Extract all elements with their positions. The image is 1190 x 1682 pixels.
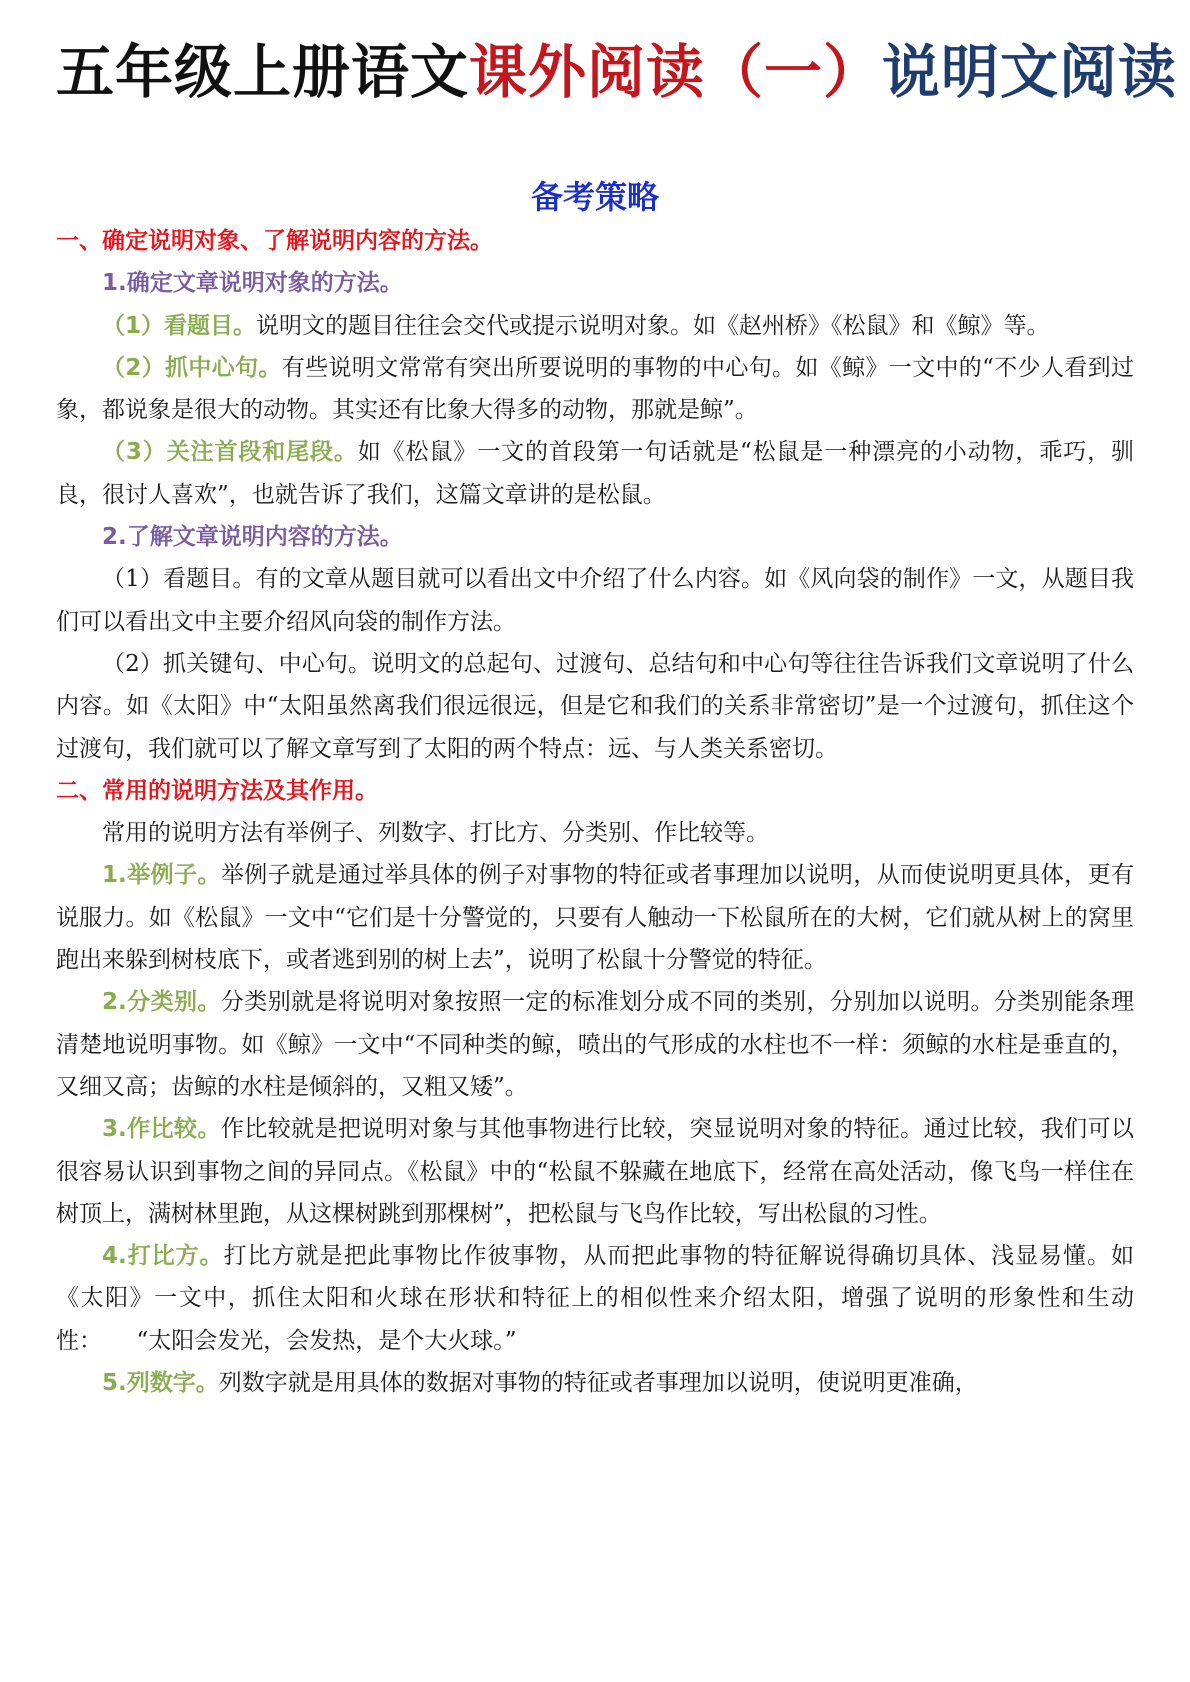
paragraph-text: 列数字就是用具体的数据对事物的特征或者事理加以说明，使说明更准确， [218, 1370, 978, 1397]
paragraph [56, 347, 1134, 432]
page-subtitle: 备考策略 [530, 178, 659, 216]
paragraph [56, 1362, 1134, 1404]
paragraph: （2）抓关键句、中心句。说明文的总起句、过渡句、总结句和中心句等往往告诉我们文章说明了什么内容。如《太阳》中“太阳虽然离我们很远很远，但是它和我们的关系非常密切”是一个过渡句，抓住这个过渡句，我们就可以了解文章写到了太阳的两个特点：远、与人类关系密切。 [56, 650, 1134, 762]
paragraph-lead: 5.列数字。 [102, 1370, 219, 1397]
paragraph [56, 305, 1134, 347]
paragraph-text: 作比较就是把说明对象与其他事物进行比较，突显说明对象的特征。通过比较，我们可以很容易认识到事物之间的异同点。《松鼠》中的“松鼠不躲藏在地底下，经常在高处活动，像飞鸟一样住在树顶上，满树林里跑，从这棵树跳到那棵树”，把松鼠与飞鸟作比较，写出松鼠的习性。 [56, 1116, 1135, 1227]
paragraph [56, 981, 1134, 1108]
paragraph-lead: 3.作比较。 [102, 1116, 221, 1143]
section2-heading: 二、常用的说明方法及其作用。 [56, 777, 378, 804]
paragraph: （1）看题目。有的文章从题目就可以看出文中介绍了什么内容。如《风向袋的制作》一文，从题目我们可以看出文中主要介绍风向袋的制作方法。 [56, 566, 1134, 635]
paragraph-text: 说明文的题目往往会交代或提示说明对象。如《赵州桥》《松鼠》和《鲸》等。 [256, 312, 1050, 339]
paragraph-lead: （1）看题目。 [102, 312, 257, 339]
section2-intro: 常用的说明方法有举例子、列数字、打比方、分类别、作比较等。 [102, 820, 769, 847]
paragraph-text: 有些说明文常常有突出所要说明的事物的中心句。如《鲸》一文中的“不少人看到过象，都说象是很大的动物。其实还有比象大得多的动物，那就是鲸”。 [56, 354, 1134, 424]
paragraph-text: 举例子就是通过举具体的例子对事物的特征或者事理加以说明，从而使说明更具体，更有说服力。如《松鼠》一文中“它们是十分警觉的，只要有人触动一下松鼠所在的大树，它们就从树上的窝里跑出来躲到树枝底下，或者逃到别的树上去”，说明了松鼠十分警觉的特征。 [56, 862, 1135, 974]
title-genre-part: 说明文阅读 [882, 38, 1178, 106]
paragraph-text: 分类别就是将说明对象按照一定的标准划分成不同的类别，分别加以说明。分类别能条理清楚地说明事物。如《鲸》一文中“不同种类的鲸，喷出的气形成的水柱也不一样：须鲸的水柱是垂直的，又细又高；齿鲸的水柱是倾斜的，又粗又矮”。 [56, 989, 1135, 1100]
title-reading-part: 课外阅读（一） [469, 38, 883, 106]
paragraph-text: 打比方就是把此事物比作彼事物，从而把此事物的特征解说得确切具体、浅显易懂。如《太阳》一文中，抓住太阳和火球在形状和特征上的相似性来介绍太阳，增强了说明的形象性和生动性： “太阳会发光，会发热，是个大火球。” [56, 1243, 1134, 1354]
paragraph [56, 854, 1134, 981]
paragraph [56, 1235, 1134, 1362]
page-title [56, 26, 1178, 118]
paragraph [56, 1108, 1134, 1235]
paragraph-lead: 2.分类别。 [102, 989, 221, 1016]
paragraph [56, 431, 1134, 516]
section1-heading: 一、确定说明对象、了解说明内容的方法。 [56, 228, 493, 254]
title-grade-part: 五年级上册语文 [56, 38, 470, 106]
section1-sub2-heading: 2.了解文章说明内容的方法。 [102, 524, 403, 551]
paragraph-lead: （3）关注首段和尾段。 [102, 439, 358, 466]
paragraph-text: 如《松鼠》一文的首段第一句话就是“松鼠是一种漂亮的小动物，乖巧，驯良，很讨人喜欢”，也就告诉了我们，这篇文章讲的是松鼠。 [56, 439, 1134, 508]
section1-sub1-heading: 1.确定文章说明对象的方法。 [102, 270, 403, 297]
document-body [56, 220, 1134, 1404]
paragraph-lead: 4.打比方。 [102, 1243, 224, 1270]
paragraph-lead: （2）抓中心句。 [102, 354, 282, 381]
paragraph-lead: 1.举例子。 [102, 862, 221, 889]
